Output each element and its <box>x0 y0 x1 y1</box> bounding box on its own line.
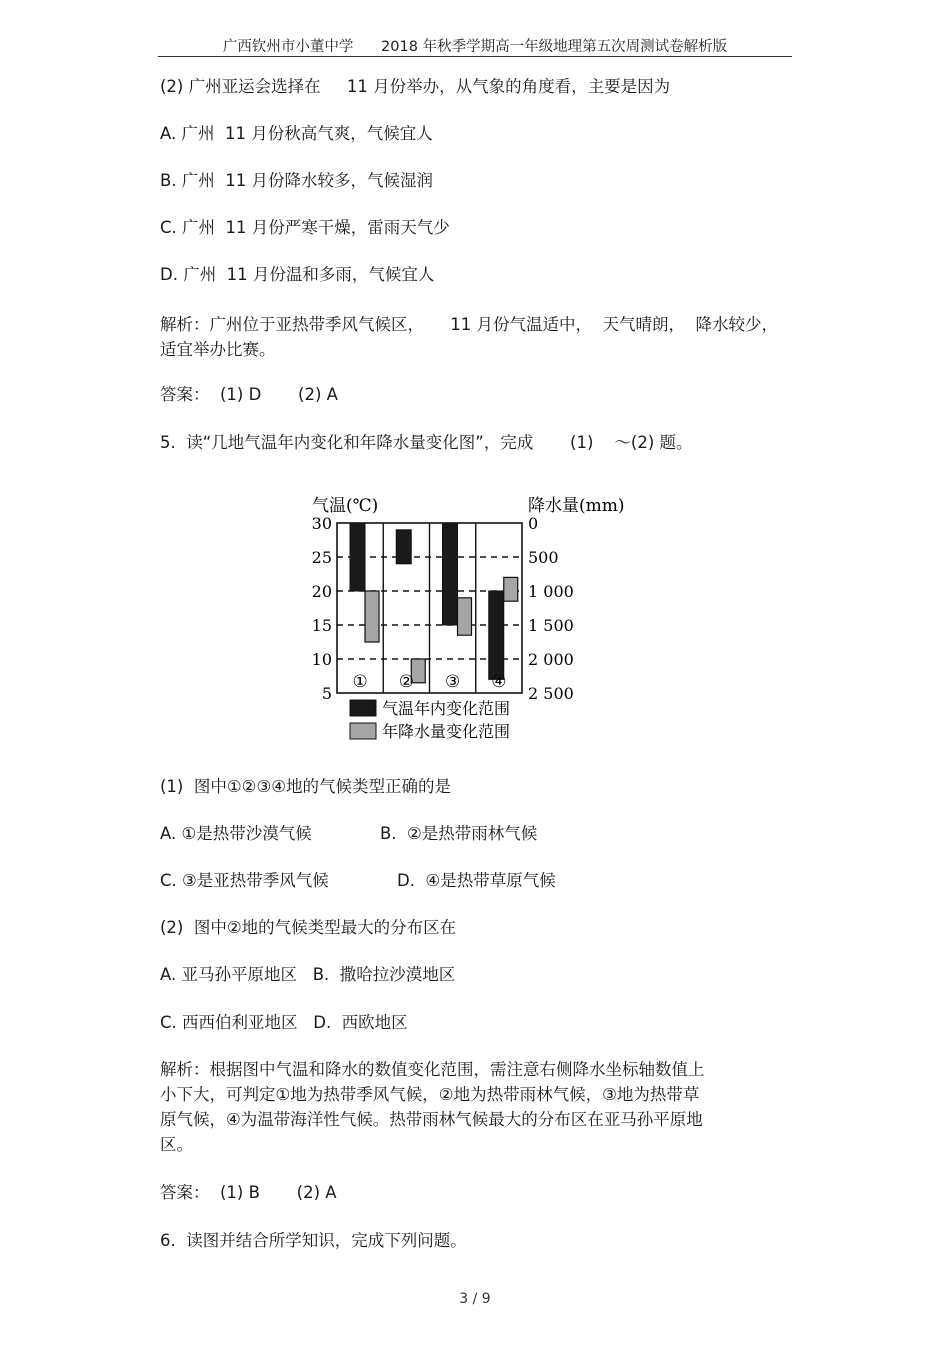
question-6-stem: 6. 读图并结合所学知识，完成下列问题。 <box>160 1231 467 1250</box>
right-tick-label: 1 500 <box>528 616 574 635</box>
right-tick-label: 2 500 <box>528 684 574 703</box>
right-tick-label: 2 000 <box>528 650 574 669</box>
left-tick-label: 5 <box>321 684 332 703</box>
analysis-5-line-2: 小下大，可判定①地为热带季风气候，②地为热带雨林气候，③地为热带草 <box>160 1085 700 1104</box>
left-tick-label: 15 <box>311 616 332 635</box>
page-number: 3 / 9 <box>459 1291 491 1307</box>
right-tick-label: 0 <box>528 514 539 533</box>
category-label: ① <box>352 672 368 692</box>
analysis-5-line-1: 解析：根据图中气温和降水的数值变化范围，需注意右侧降水坐标轴数值上 <box>160 1060 705 1079</box>
temperature-bar <box>396 530 411 564</box>
category-label: ② <box>398 672 414 692</box>
sub-question-2: (2) 图中②地的气候类型最大的分布区在 <box>160 918 457 937</box>
climate-chart <box>300 487 650 747</box>
analysis-line-2: 适宜举办比赛。 <box>160 340 276 359</box>
legend-label-temperature: 气温年内变化范围 <box>382 699 511 718</box>
sub-question-1: (1) 图中①②③④地的气候类型正确的是 <box>160 777 452 796</box>
sub-question-2-options-ab: A. 亚马孙平原地区 B. 撒哈拉沙漠地区 <box>160 965 456 984</box>
question-2-stem: (2) 广州亚运会选择在 11 月份举办，从气象的角度看，主要是因为 <box>160 77 671 96</box>
answer-1: 答案： (1) D (2) A <box>160 385 338 404</box>
temperature-bar <box>443 523 458 625</box>
category-label: ③ <box>445 672 461 692</box>
analysis-5-line-4: 区。 <box>160 1135 193 1154</box>
legend-swatch-precipitation <box>350 723 376 739</box>
legend-label-precipitation: 年降水量变化范围 <box>382 722 511 741</box>
right-tick-label: 500 <box>528 548 559 567</box>
left-tick-label: 30 <box>311 514 332 533</box>
left-tick-label: 25 <box>311 548 332 567</box>
precipitation-bar <box>504 577 518 601</box>
option-d: D. 广州 11 月份温和多雨，气候宜人 <box>160 265 435 284</box>
category-label: ④ <box>491 672 507 692</box>
left-tick-label: 20 <box>311 582 332 601</box>
option-b: B. 广州 11 月份降水较多，气候湿润 <box>160 171 434 190</box>
left-axis-label: 气温(℃) <box>312 496 379 516</box>
precipitation-bar <box>458 598 472 635</box>
climate-chart-svg <box>300 487 650 747</box>
right-axis-label: 降水量(mm) <box>528 496 625 516</box>
sub-question-1-options-ab: A. ①是热带沙漠气候 B. ②是热带雨林气候 <box>160 824 538 843</box>
answer-5: 答案： (1) B (2) A <box>160 1183 337 1202</box>
option-c: C. 广州 11 月份严寒干燥，雷雨天气少 <box>160 218 450 237</box>
sub-question-1-options-cd: C. ③是亚热带季风气候 D. ④是热带草原气候 <box>160 871 556 890</box>
temperature-bar <box>489 591 504 679</box>
legend-swatch-temperature <box>350 700 376 716</box>
option-a: A. 广州 11 月份秋高气爽，气候宜人 <box>160 124 433 143</box>
precipitation-bar <box>365 591 379 642</box>
analysis-line-1: 解析：广州位于亚热带季风气候区， 11 月份气温适中， 天气晴朗， 降水较少， <box>160 315 778 334</box>
page-header-title: 广西钦州市小董中学 2018 年秋季学期高一年级地理第五次周测试卷解析版 <box>222 39 728 55</box>
left-tick-label: 10 <box>311 650 332 669</box>
analysis-5-line-3: 原气候，④为温带海洋性气候。热带雨林气候最大的分布区在亚马孙平原地 <box>160 1110 703 1129</box>
question-5-stem: 5. 读“几地气温年内变化和年降水量变化图”，完成 (1) ～(2) 题。 <box>160 433 693 452</box>
header-rule <box>158 56 792 57</box>
right-tick-label: 1 000 <box>528 582 574 601</box>
temperature-bar <box>350 523 365 591</box>
sub-question-2-options-cd: C. 西西伯利亚地区 D. 西欧地区 <box>160 1013 408 1032</box>
